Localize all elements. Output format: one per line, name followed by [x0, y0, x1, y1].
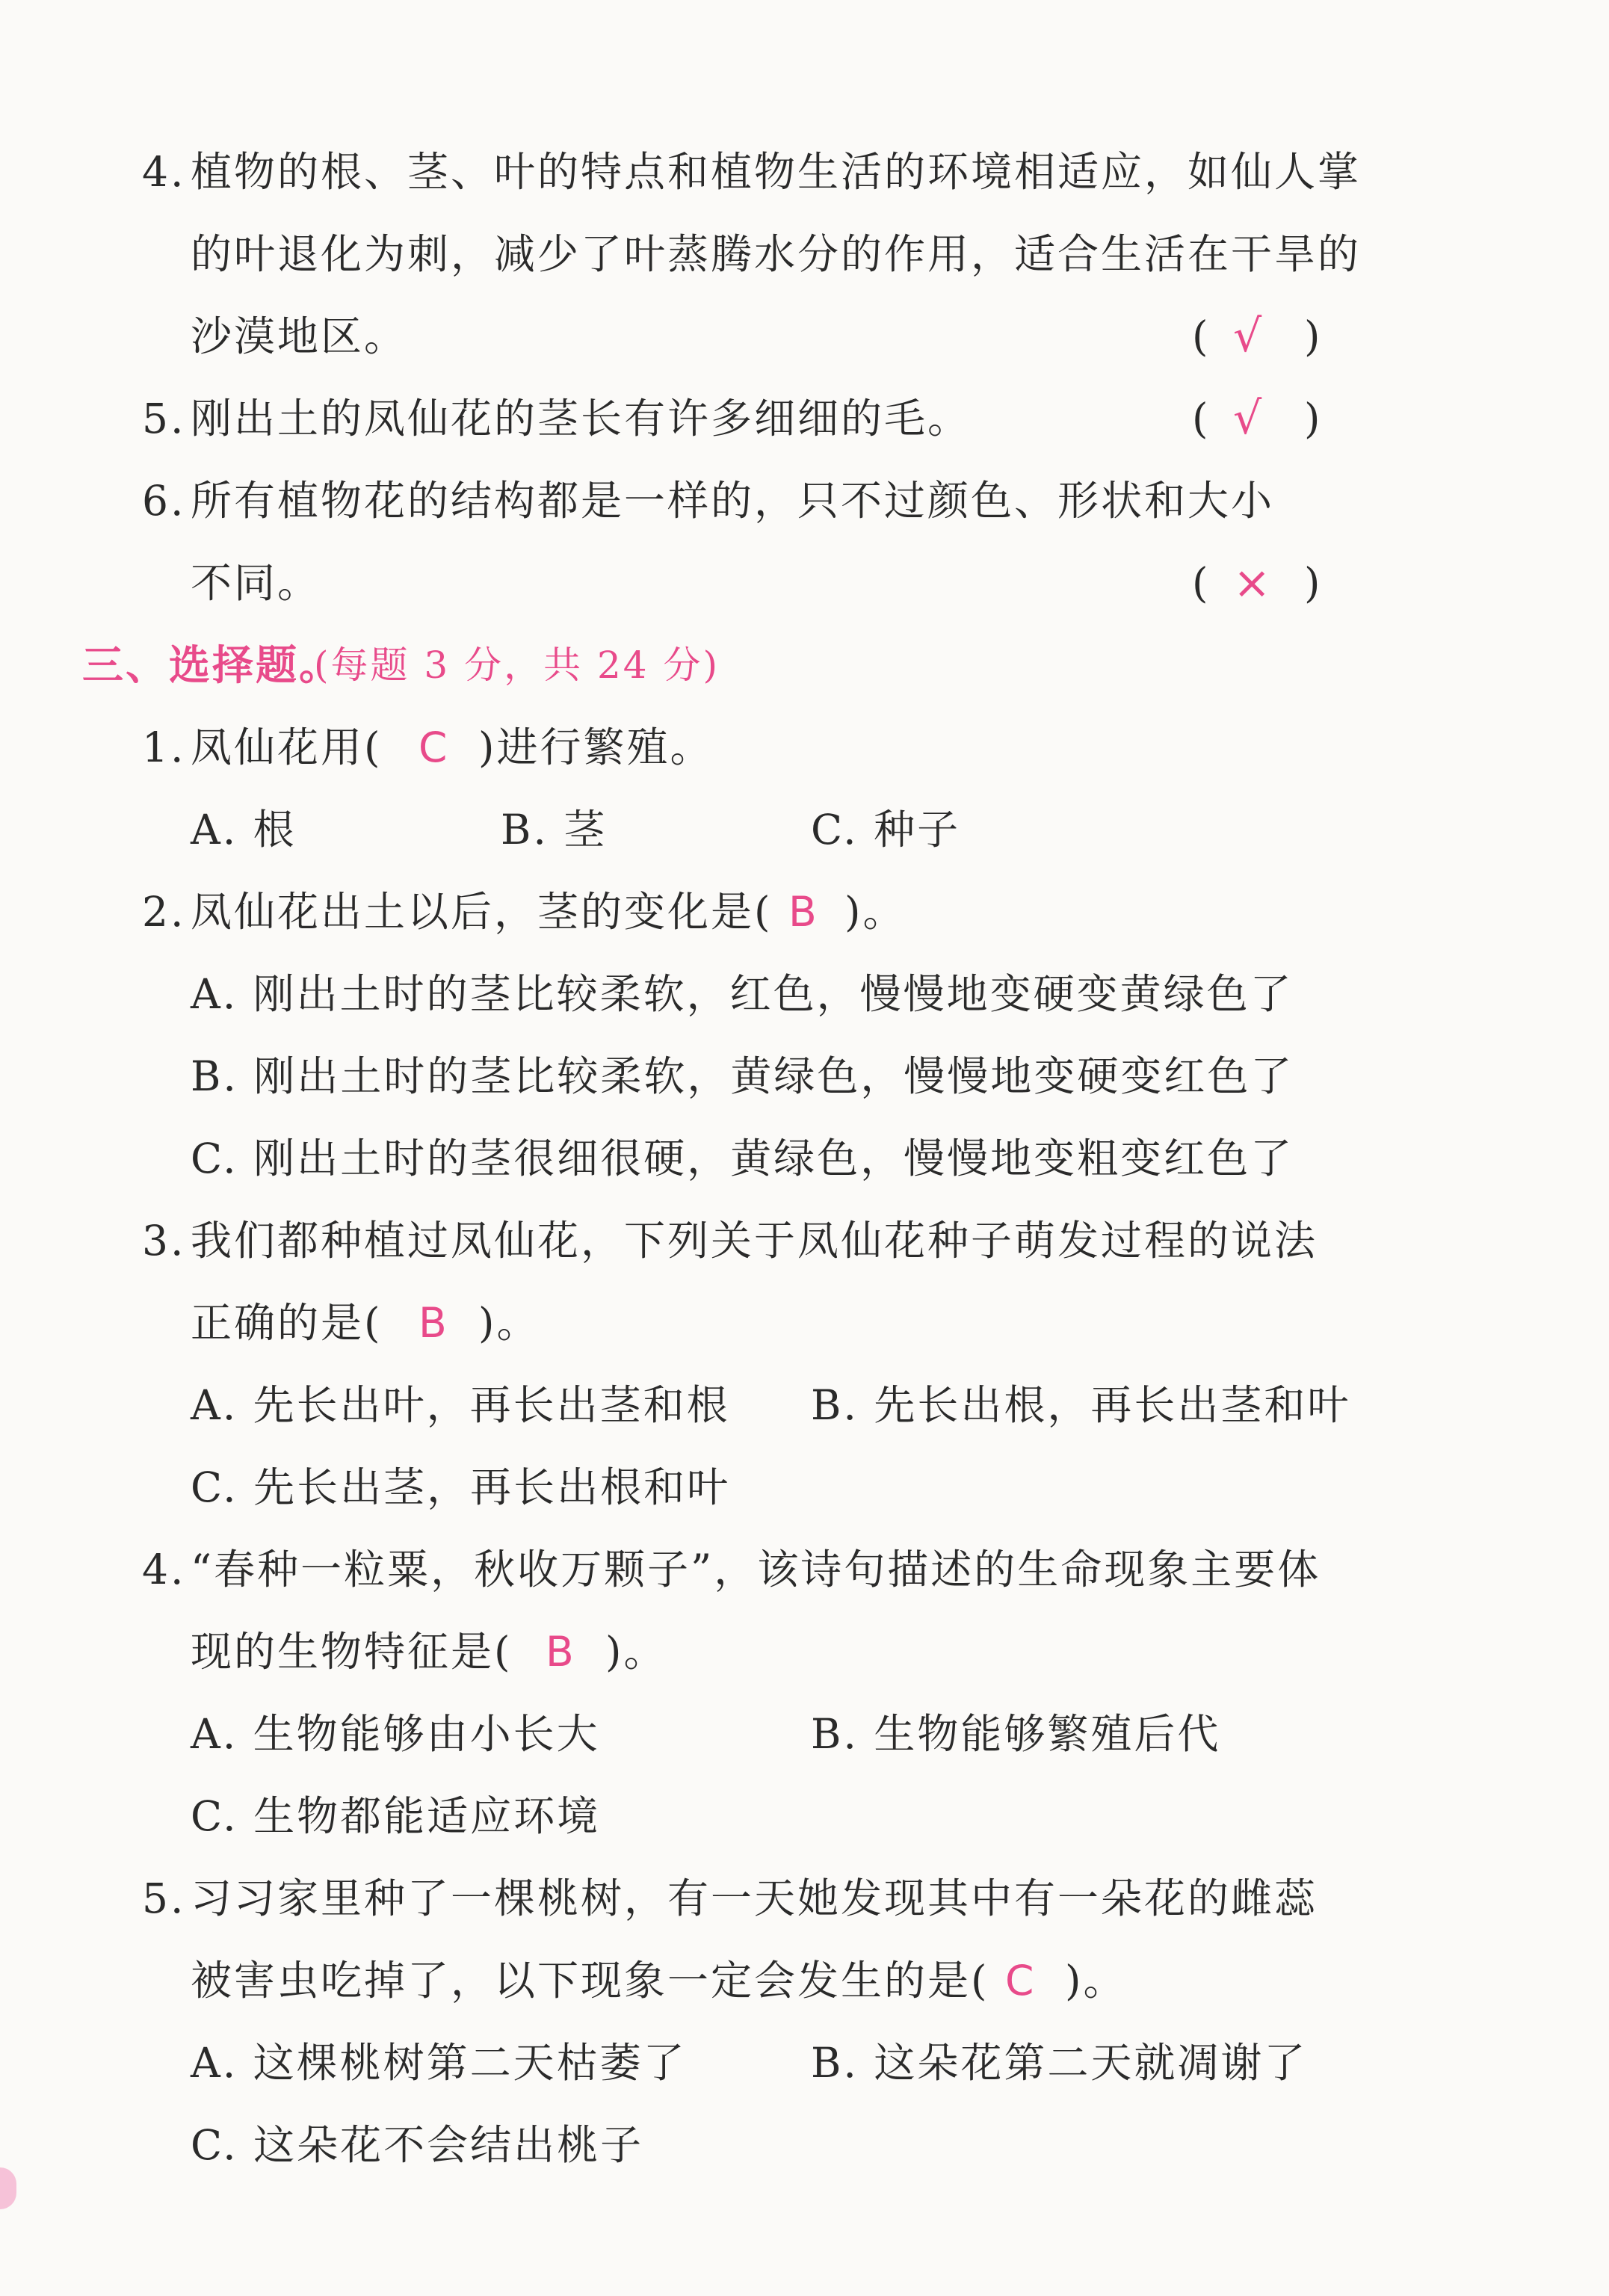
choice-q2-stem — [0, 871, 1609, 953]
section-title: 三、选择题。 — [82, 641, 343, 689]
question-text: 凤仙花用( — [191, 723, 383, 771]
question-text: 凤仙花出土以后，茎的变化是( — [191, 888, 773, 936]
answer-paren-open: ( — [1192, 395, 1211, 442]
answer-letter: B — [788, 888, 819, 936]
question-text: “春种一粒粟，秋收万颗子”，该诗句描述的生命现象主要体 — [191, 1546, 1321, 1593]
answer-paren-open: ( — [1192, 559, 1211, 607]
choice-q2-option-a — [0, 953, 1609, 1035]
judgement-q4-line1 — [0, 131, 1609, 213]
choice-q4-options-ab — [0, 1693, 1609, 1775]
answer-letter: B — [419, 1299, 449, 1347]
question-text: )。 — [844, 888, 907, 936]
option-b: B. 刚出土时的茎比较柔软，黄绿色，慢慢地变硬变红色了 — [191, 1052, 1294, 1100]
question-number: 2. — [142, 888, 186, 936]
option-c: C. 种子 — [811, 806, 961, 854]
choice-q5-options-ab — [0, 2022, 1609, 2104]
option-b: B. 这朵花第二天就凋谢了 — [811, 2039, 1308, 2087]
option-a: A. 先长出叶，再长出茎和根 — [191, 1381, 730, 1429]
question-text: 所有植物花的结构都是一样的，只不过颜色、形状和大小 — [191, 477, 1275, 525]
option-a: A. 这棵桃树第二天枯萎了 — [191, 2039, 687, 2087]
option-a: A. 根 — [191, 806, 297, 854]
question-text: 不同。 — [191, 559, 321, 607]
judgement-q4-line2 — [0, 213, 1609, 295]
question-text: 沙漠地区。 — [191, 312, 408, 360]
section-heading — [0, 624, 1609, 706]
option-c: C. 先长出茎，再长出根和叶 — [191, 1463, 731, 1511]
answer-check-mark: √ — [1233, 310, 1264, 362]
judgement-q5 — [0, 377, 1609, 460]
choice-q4-stem-line2 — [0, 1611, 1609, 1693]
section-scoring: (每题 3 分，共 24 分) — [314, 644, 720, 687]
option-b: B. 先长出根，再长出茎和叶 — [811, 1381, 1351, 1429]
choice-q3-options-ab — [0, 1364, 1609, 1446]
option-b: B. 茎 — [501, 806, 608, 854]
question-text: 被害虫吃掉了，以下现象一定会发生的是( — [191, 1957, 989, 2005]
question-text: )。 — [1065, 1957, 1127, 2005]
question-number: 5. — [142, 1874, 186, 1922]
choice-q5-stem-line1 — [0, 1857, 1609, 1939]
answer-paren-close: ) — [1304, 395, 1323, 442]
answer-check-mark: √ — [1233, 392, 1264, 445]
answer-paren-close: ) — [1304, 312, 1323, 360]
answer-cross-mark: × — [1233, 557, 1273, 609]
question-text: )。 — [605, 1628, 667, 1676]
choice-q2-option-c — [0, 1117, 1609, 1200]
choice-q1-stem — [0, 706, 1609, 789]
choice-q3-stem-line1 — [0, 1200, 1609, 1282]
choice-q3-stem-line2 — [0, 1282, 1609, 1364]
question-text: 现的生物特征是( — [191, 1628, 513, 1676]
question-number: 5. — [142, 395, 186, 442]
choice-q1-options — [0, 789, 1609, 871]
question-number: 6. — [142, 477, 186, 525]
answer-paren-close: ) — [1304, 559, 1323, 607]
answer-letter: B — [546, 1628, 576, 1676]
option-a: A. 生物能够由小长大 — [191, 1710, 600, 1758]
choice-q2-option-b — [0, 1035, 1609, 1117]
choice-q5-option-c — [0, 2104, 1609, 2186]
question-text: )。 — [478, 1299, 540, 1347]
question-number: 4. — [142, 1546, 186, 1593]
question-number: 1. — [142, 723, 186, 771]
question-text: )进行繁殖。 — [478, 723, 714, 771]
option-c: C. 刚出土时的茎很细很硬，黄绿色，慢慢地变粗变红色了 — [191, 1135, 1294, 1182]
question-number: 4. — [142, 148, 186, 196]
question-text: 的叶退化为刺，减少了叶蒸腾水分的作用，适合生活在干旱的 — [191, 230, 1362, 278]
question-number: 3. — [142, 1217, 186, 1265]
judgement-q4-line3 — [0, 295, 1609, 377]
choice-q3-option-c — [0, 1446, 1609, 1528]
question-text: 习习家里种了一棵桃树，有一天她发现其中有一朵花的雌蕊 — [191, 1874, 1318, 1922]
option-c: C. 生物都能适应环境 — [191, 1792, 601, 1840]
question-text: 正确的是( — [191, 1299, 383, 1347]
question-text: 刚出土的凤仙花的茎长有许多细细的毛。 — [191, 395, 972, 442]
answer-letter: C — [1005, 1957, 1037, 2005]
answer-letter: C — [419, 723, 450, 771]
choice-q5-stem-line2 — [0, 1939, 1609, 2022]
question-text: 植物的根、茎、叶的特点和植物生活的环境相适应，如仙人掌 — [191, 148, 1362, 196]
option-b: B. 生物能够繁殖后代 — [811, 1710, 1221, 1758]
choice-q4-option-c — [0, 1775, 1609, 1857]
answer-paren-open: ( — [1192, 312, 1211, 360]
option-c: C. 这朵花不会结出桃子 — [191, 2121, 644, 2169]
question-text: 我们都种植过凤仙花，下列关于凤仙花种子萌发过程的说法 — [191, 1217, 1318, 1265]
judgement-q6-line2 — [0, 542, 1609, 624]
option-a: A. 刚出土时的茎比较柔软，红色，慢慢地变硬变黄绿色了 — [191, 970, 1294, 1018]
choice-q4-stem-line1 — [0, 1528, 1609, 1611]
judgement-q6-line1 — [0, 460, 1609, 542]
